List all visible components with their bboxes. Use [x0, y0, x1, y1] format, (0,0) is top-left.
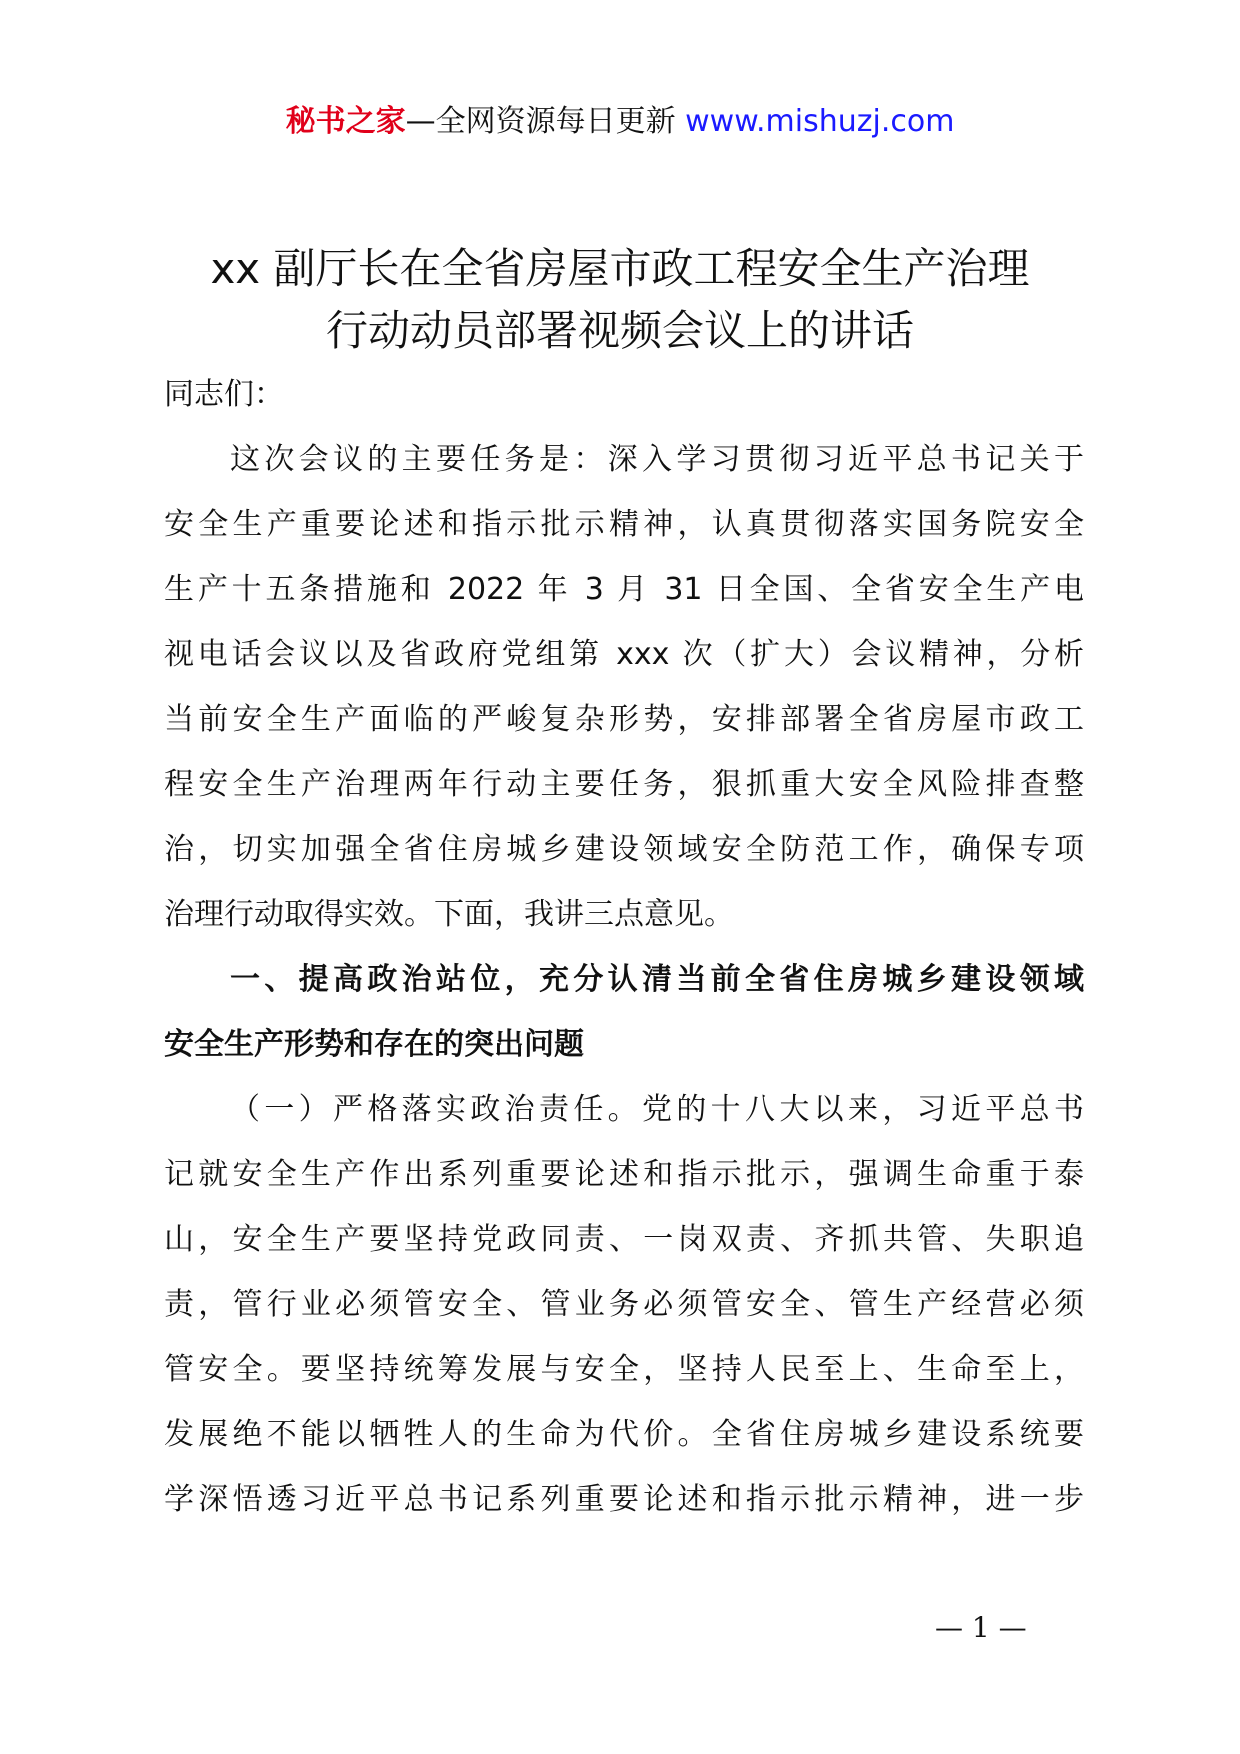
- body-line: 发展绝不能以牺牲人的生命为代价。全省住房城乡建设系统要: [164, 1417, 1084, 1452]
- body-line: 治理行动取得实效。下面，我讲三点意见。: [164, 897, 734, 932]
- site-banner: [0, 100, 1240, 144]
- site-slogan: —全网资源每日更新: [405, 104, 676, 139]
- body-line: 学深悟透习近平总书记系列重要论述和指示批示精神，进一步: [164, 1482, 1084, 1517]
- document-body: [164, 438, 1084, 1543]
- section-heading-line: 一、提高政治站位，充分认清当前全省住房城乡建设领域: [230, 962, 1084, 997]
- body-line: 责，管行业必须管安全、管业务必须管安全、管生产经营必须: [164, 1287, 1084, 1322]
- body-line: 山，安全生产要坚持党政同责、一岗双责、齐抓共管、失职追: [164, 1222, 1084, 1257]
- title-line-1: xx 副厅长在全省房屋市政工程安全生产治理: [210, 244, 1030, 293]
- body-line: 治，切实加强全省住房城乡建设领域安全防范工作，确保专项: [164, 832, 1084, 867]
- salutation: 同志们：: [164, 377, 284, 412]
- title-line-2: 行动动员部署视频会议上的讲话: [325, 306, 914, 355]
- body-line: （一）严格落实政治责任。党的十八大以来，习近平总书: [230, 1092, 1084, 1127]
- body-line: 程安全生产治理两年行动主要任务，狠抓重大安全风险排查整: [164, 767, 1084, 802]
- section-heading-line: 安全生产形势和存在的突出问题: [164, 1027, 584, 1062]
- page-number: — 1 —: [935, 1611, 1027, 1644]
- body-line: 管安全。要坚持统筹发展与安全，坚持人民至上、生命至上，: [164, 1352, 1084, 1387]
- site-brand: 秘书之家: [285, 104, 406, 139]
- body-line: 这次会议的主要任务是：深入学习贯彻习近平总书记关于: [230, 442, 1084, 477]
- body-line: 安全生产重要论述和指示批示精神，认真贯彻落实国务院安全: [164, 507, 1084, 542]
- body-line: 生产十五条措施和 2022 年 3 月 31 日全国、全省安全生产电: [164, 572, 1084, 607]
- body-line: 当前安全生产面临的严峻复杂形势，安排部署全省房屋市政工: [164, 702, 1084, 737]
- body-line: 视电话会议以及省政府党组第 xxx 次（扩大）会议精神，分析: [164, 637, 1084, 672]
- site-url-link[interactable]: www.mishuzj.com: [685, 104, 955, 139]
- body-line: 记就安全生产作出系列重要论述和指示批示，强调生命重于泰: [164, 1157, 1084, 1192]
- document-title: [150, 238, 1090, 362]
